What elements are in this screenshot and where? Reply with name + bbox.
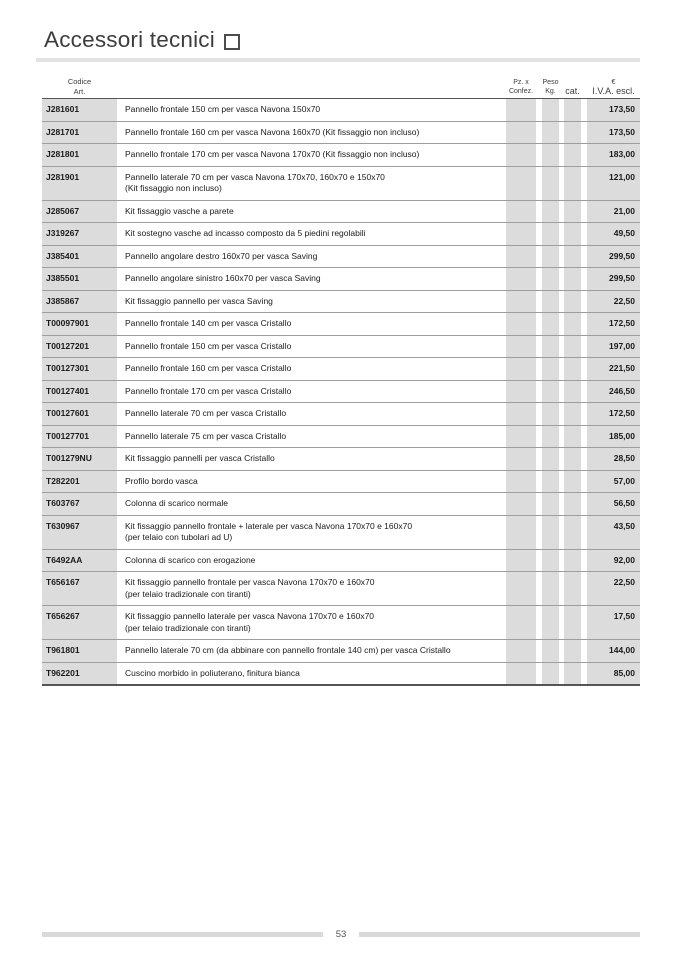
pz-confez-cell	[506, 99, 536, 121]
cat-cell	[564, 268, 581, 290]
description-line1: Pannello frontale 160 cm per vasca Cristallo	[125, 363, 292, 373]
table-row	[42, 426, 640, 449]
table-row	[42, 144, 640, 167]
table-row	[42, 640, 640, 663]
category-square-icon	[224, 34, 240, 50]
euro-symbol: €	[611, 79, 616, 86]
table-row	[42, 99, 640, 122]
description-line1: Profilo bordo vasca	[125, 475, 198, 486]
description-cell	[125, 291, 500, 313]
price-cell: 43,50	[587, 516, 640, 549]
code-cell: T656167	[42, 572, 117, 605]
description-cell	[125, 403, 500, 425]
code-cell: J281801	[42, 144, 117, 166]
pz-confez-cell	[506, 493, 536, 515]
table-row	[42, 268, 640, 291]
footer-bar-right	[359, 932, 640, 937]
code-cell: J281601	[42, 99, 117, 121]
peso-cell	[542, 663, 559, 685]
table-row	[42, 448, 640, 471]
description-cell	[125, 663, 500, 685]
pz-confez-cell	[506, 426, 536, 448]
header-codice-line1: Codice	[67, 77, 92, 86]
peso-cell	[542, 572, 559, 605]
description-cell	[125, 201, 500, 223]
description-line1: Pannello frontale 160 cm per vasca Navona 160x70 (Kit fissaggio non incluso)	[125, 126, 420, 137]
table-row	[42, 381, 640, 404]
table-row	[42, 122, 640, 145]
table-row	[42, 223, 640, 246]
description-cell	[125, 381, 500, 403]
code-cell: J281701	[42, 122, 117, 144]
description-cell	[125, 313, 500, 335]
code-cell: J285067	[42, 201, 117, 223]
description-line1: Colonna di scarico normale	[125, 498, 228, 508]
description-line1: Pannello frontale 170 cm per vasca Cristallo	[125, 385, 292, 396]
code-cell: T00127301	[42, 358, 117, 380]
pz-confez-cell	[506, 122, 536, 144]
description-line1: Kit fissaggio pannello frontale per vasca Navona 170x70 e 160x70	[125, 577, 375, 587]
description-line1: Kit fissaggio pannello laterale per vasca Navona 170x70 e 160x70	[125, 611, 375, 621]
pz-confez-cell	[506, 268, 536, 290]
peso-cell	[542, 336, 559, 358]
pz-confez-cell	[506, 606, 536, 639]
description-line1: Kit sostegno vasche ad incasso composto da 5 piedini regolabili	[125, 228, 366, 238]
table-row	[42, 313, 640, 336]
peso-cell	[542, 448, 559, 470]
code-cell: T00097901	[42, 313, 117, 335]
price-cell: 173,50	[587, 99, 640, 121]
description-cell	[125, 516, 500, 549]
description-cell	[125, 246, 500, 268]
description-line2: (per telaio tradizionale con tiranti)	[125, 588, 251, 599]
description-line1: Kit fissaggio pannello frontale + laterale per vasca Navona 170x70 e 160x70	[125, 520, 413, 531]
peso-cell	[542, 358, 559, 380]
peso-cell	[542, 144, 559, 166]
code-cell: T6492AA	[42, 550, 117, 572]
code-cell: T00127201	[42, 336, 117, 358]
table-row	[42, 572, 640, 606]
table-row	[42, 291, 640, 314]
description-cell	[125, 122, 500, 144]
description-cell	[125, 358, 500, 380]
code-cell: T961801	[42, 640, 117, 662]
description-cell	[125, 144, 500, 166]
header-cat-label: cat.	[565, 86, 580, 96]
peso-cell	[542, 493, 559, 515]
cat-cell	[564, 471, 581, 493]
peso-cell	[542, 606, 559, 639]
code-cell: T962201	[42, 663, 117, 685]
cat-cell	[564, 313, 581, 335]
description-cell	[125, 448, 500, 470]
peso-cell	[542, 403, 559, 425]
cat-cell	[564, 201, 581, 223]
description-line2: (Kit fissaggio non incluso)	[125, 183, 222, 193]
cat-cell	[564, 336, 581, 358]
code-cell: J385501	[42, 268, 117, 290]
description-cell	[125, 167, 500, 200]
price-cell: 172,50	[587, 403, 640, 425]
table-row	[42, 550, 640, 573]
pz-confez-cell	[506, 403, 536, 425]
price-cell: 92,00	[587, 550, 640, 572]
price-cell: 49,50	[587, 223, 640, 245]
peso-cell	[542, 381, 559, 403]
price-cell: 299,50	[587, 246, 640, 268]
peso-cell	[542, 426, 559, 448]
footer-bar-left	[42, 932, 323, 937]
pz-confez-cell	[506, 516, 536, 549]
header-peso-line1: Peso	[542, 79, 559, 86]
cat-cell	[564, 493, 581, 515]
description-line2: (per telaio con tubolari ad U)	[125, 532, 233, 542]
cat-cell	[564, 550, 581, 572]
peso-cell	[542, 167, 559, 200]
price-cell: 172,50	[587, 313, 640, 335]
description-cell	[125, 606, 500, 639]
cat-cell	[564, 99, 581, 121]
pz-confez-cell	[506, 144, 536, 166]
description-line1: Pannello laterale 70 cm (da abbinare con pannello frontale 140 cm) per vasca Cristallo	[125, 645, 451, 655]
header-pz-line1: Pz. x	[513, 79, 529, 86]
description-line2: (per telaio tradizionale con tiranti)	[125, 622, 251, 633]
price-cell: 121,00	[587, 167, 640, 200]
price-cell: 28,50	[587, 448, 640, 470]
peso-cell	[542, 471, 559, 493]
header-cat	[564, 87, 581, 96]
cat-cell	[564, 223, 581, 245]
table-row	[42, 516, 640, 550]
peso-cell	[542, 640, 559, 662]
page-title: Accessori tecnici	[44, 27, 215, 52]
description-line1: Kit fissaggio pannello per vasca Saving	[125, 295, 273, 306]
pz-confez-cell	[506, 640, 536, 662]
peso-cell	[542, 246, 559, 268]
table-row	[42, 663, 640, 687]
code-cell: J385867	[42, 291, 117, 313]
price-cell: 17,50	[587, 606, 640, 639]
price-cell: 183,00	[587, 144, 640, 166]
page-number: 53	[335, 929, 347, 940]
price-cell: 21,00	[587, 201, 640, 223]
pz-confez-cell	[506, 167, 536, 200]
table-row	[42, 403, 640, 426]
pz-confez-cell	[506, 313, 536, 335]
code-cell: T00127701	[42, 426, 117, 448]
code-cell: J281901	[42, 167, 117, 200]
description-line1: Kit fissaggio vasche a parete	[125, 205, 234, 216]
header-pz-line2: Confez.	[508, 88, 534, 95]
cat-cell	[564, 448, 581, 470]
peso-cell	[542, 201, 559, 223]
table-header-row	[42, 64, 640, 99]
cat-cell	[564, 122, 581, 144]
description-line1: Pannello laterale 70 cm per vasca Cristallo	[125, 408, 287, 418]
header-codice-line2: Art.	[73, 86, 86, 96]
table-row	[42, 167, 640, 201]
description-line1: Pannello frontale 170 cm per vasca Navona 170x70 (Kit fissaggio non incluso)	[125, 149, 420, 159]
code-cell: T603767	[42, 493, 117, 515]
price-cell: 185,00	[587, 426, 640, 448]
peso-cell	[542, 313, 559, 335]
price-cell: 144,00	[587, 640, 640, 662]
description-line1: Pannello frontale 140 cm per vasca Cristallo	[125, 318, 292, 328]
code-cell: T001279NU	[42, 448, 117, 470]
description-line1: Pannello frontale 150 cm per vasca Cristallo	[125, 340, 292, 351]
price-cell: 85,00	[587, 663, 640, 685]
pz-confez-cell	[506, 358, 536, 380]
pz-confez-cell	[506, 448, 536, 470]
header-iva-label: I.V.A. escl.	[592, 86, 635, 96]
page-footer	[42, 929, 640, 940]
peso-cell	[542, 291, 559, 313]
table-row	[42, 358, 640, 381]
price-cell: 197,00	[587, 336, 640, 358]
pz-confez-cell	[506, 550, 536, 572]
price-cell: 22,50	[587, 291, 640, 313]
peso-cell	[542, 223, 559, 245]
description-cell	[125, 471, 500, 493]
cat-cell	[564, 246, 581, 268]
description-cell	[125, 336, 500, 358]
cat-cell	[564, 144, 581, 166]
table-row	[42, 201, 640, 224]
pz-confez-cell	[506, 246, 536, 268]
code-cell: T630967	[42, 516, 117, 549]
cat-cell	[564, 606, 581, 639]
pz-confez-cell	[506, 201, 536, 223]
description-line1: Pannello angolare destro 160x70 per vasca Saving	[125, 250, 318, 261]
description-cell	[125, 223, 500, 245]
description-cell	[125, 640, 500, 662]
code-cell: J385401	[42, 246, 117, 268]
peso-cell	[542, 516, 559, 549]
table-row	[42, 246, 640, 269]
peso-cell	[542, 550, 559, 572]
table-body	[42, 99, 640, 686]
cat-cell	[564, 426, 581, 448]
cat-cell	[564, 516, 581, 549]
header-peso-line2: Kg.	[545, 88, 556, 95]
pz-confez-cell	[506, 663, 536, 685]
code-cell: T00127601	[42, 403, 117, 425]
price-table	[42, 64, 640, 686]
table-row	[42, 493, 640, 516]
header-codice-art	[42, 77, 117, 96]
pz-confez-cell	[506, 572, 536, 605]
code-cell: T00127401	[42, 381, 117, 403]
price-cell: 22,50	[587, 572, 640, 605]
title-divider	[36, 58, 640, 62]
price-cell: 246,50	[587, 381, 640, 403]
price-cell: 299,50	[587, 268, 640, 290]
table-row	[42, 471, 640, 494]
pz-confez-cell	[506, 381, 536, 403]
cat-cell	[564, 358, 581, 380]
price-cell: 173,50	[587, 122, 640, 144]
code-cell: T282201	[42, 471, 117, 493]
code-cell: T656267	[42, 606, 117, 639]
description-line1: Pannello frontale 150 cm per vasca Navona 150x70	[125, 104, 321, 114]
pz-confez-cell	[506, 223, 536, 245]
description-cell	[125, 493, 500, 515]
description-line1: Cuscino morbido in poliuterano, finitura bianca	[125, 667, 300, 678]
description-cell	[125, 550, 500, 572]
peso-cell	[542, 268, 559, 290]
cat-cell	[564, 403, 581, 425]
description-line1: Pannello angolare sinistro 160x70 per vasca Saving	[125, 273, 321, 283]
pz-confez-cell	[506, 336, 536, 358]
peso-cell	[542, 99, 559, 121]
cat-cell	[564, 167, 581, 200]
pz-confez-cell	[506, 471, 536, 493]
peso-cell	[542, 122, 559, 144]
table-row	[42, 606, 640, 640]
description-cell	[125, 268, 500, 290]
description-line1: Pannello laterale 75 cm per vasca Cristallo	[125, 430, 287, 441]
cat-cell	[564, 291, 581, 313]
table-row	[42, 336, 640, 359]
cat-cell	[564, 663, 581, 685]
header-price	[587, 78, 640, 96]
cat-cell	[564, 572, 581, 605]
description-line1: Pannello laterale 70 cm per vasca Navona 170x70, 160x70 e 150x70	[125, 171, 385, 182]
header-peso-kg	[542, 78, 559, 96]
cat-cell	[564, 640, 581, 662]
description-line1: Kit fissaggio pannelli per vasca Cristallo	[125, 453, 275, 463]
price-cell: 221,50	[587, 358, 640, 380]
header-pz-confez	[506, 78, 536, 96]
description-cell	[125, 99, 500, 121]
page-title-row	[44, 27, 240, 53]
description-cell	[125, 572, 500, 605]
pz-confez-cell	[506, 291, 536, 313]
description-line1: Colonna di scarico con erogazione	[125, 554, 256, 565]
description-cell	[125, 426, 500, 448]
price-cell: 56,50	[587, 493, 640, 515]
price-cell: 57,00	[587, 471, 640, 493]
cat-cell	[564, 381, 581, 403]
code-cell: J319267	[42, 223, 117, 245]
